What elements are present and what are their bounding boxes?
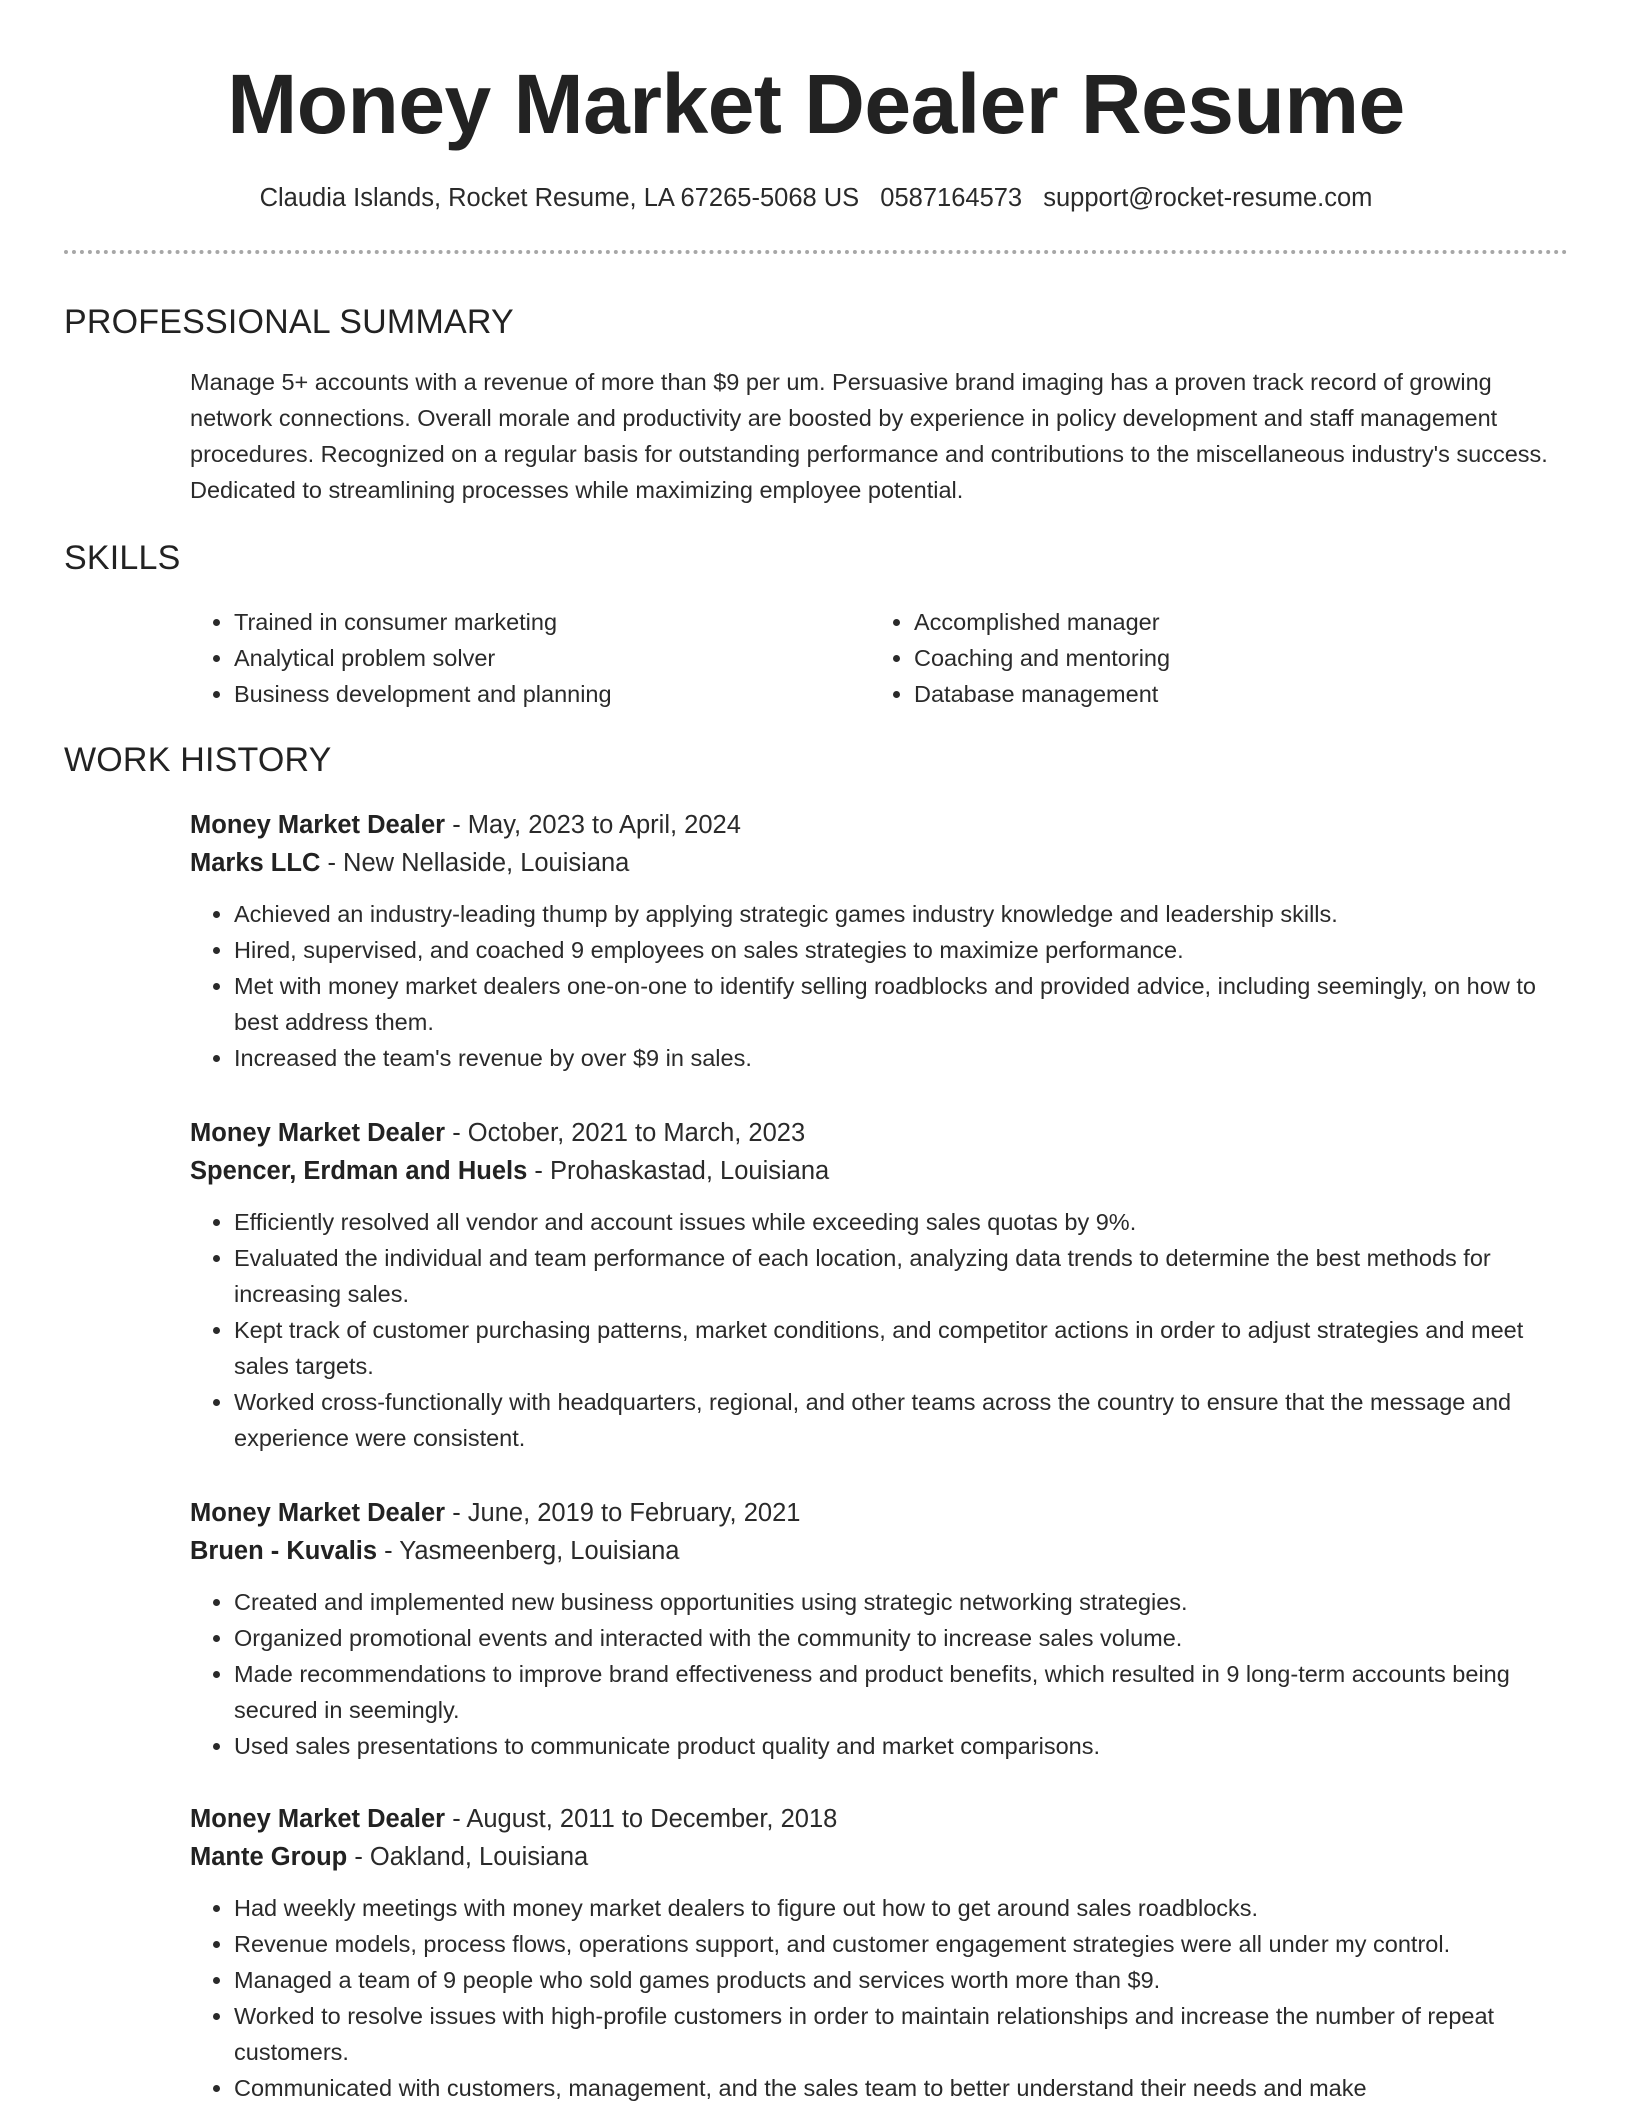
- job-company-line: [190, 844, 1580, 882]
- job-bullet: • Kept track of customer purchasing patterns, market conditions, and competitor actions in order to adjust strategies and meet sales targets.: [234, 1312, 1580, 1384]
- summary-heading: PROFESSIONAL SUMMARY: [64, 303, 514, 341]
- job-title: Money Market Dealer: [190, 1805, 446, 1833]
- job-bullet: • Increased the team's revenue by over $9 in sales.: [234, 1040, 1580, 1076]
- job-entry: [190, 806, 1580, 1076]
- skills-column-right: [870, 604, 1550, 712]
- job-bullet: • Met with money market dealers one-on-one to identify selling roadblocks and provided advice, including seemingly, on how to best address them.: [234, 968, 1580, 1040]
- skill-item: • Trained in consumer marketing: [234, 604, 870, 640]
- job-entry: [190, 1114, 1580, 1456]
- job-bullet: • Created and implemented new business opportunities using strategic networking strategies.: [234, 1584, 1580, 1620]
- job-bullet: • Communicated with customers, management, and the sales team to better understand their needs and make: [234, 2070, 1580, 2106]
- skill-item: • Coaching and mentoring: [914, 640, 1550, 676]
- job-bullets: [190, 896, 1580, 1076]
- job-bullet: • Evaluated the individual and team performance of each location, analyzing data trends to determine the best methods for increasing sales.: [234, 1240, 1580, 1312]
- skill-item: • Business development and planning: [234, 676, 870, 712]
- job-bullet: • Organized promotional events and interacted with the community to increase sales volume.: [234, 1620, 1580, 1656]
- job-bullets: [190, 1890, 1580, 2106]
- job-title-line: [190, 1494, 1580, 1532]
- job-dates: - May, 2023 to April, 2024: [445, 811, 741, 839]
- job-company: Bruen - Kuvalis: [190, 1537, 378, 1565]
- header-divider: [64, 250, 1568, 254]
- skills-heading: SKILLS: [64, 539, 181, 577]
- contact-email: support@rocket-resume.com: [1043, 184, 1373, 212]
- job-bullet: • Efficiently resolved all vendor and account issues while exceeding sales quotas by 9%.: [234, 1204, 1580, 1240]
- job-dates: - August, 2011 to December, 2018: [445, 1805, 838, 1833]
- job-bullet: • Had weekly meetings with money market dealers to figure out how to get around sales roadblocks.: [234, 1890, 1580, 1926]
- job-bullet: • Worked to resolve issues with high-profile customers in order to maintain relationships and increase the number of repeat customers.: [234, 1998, 1580, 2070]
- work-history-heading: WORK HISTORY: [64, 741, 332, 779]
- job-bullet: • Achieved an industry-leading thump by applying strategic games industry knowledge and leadership skills.: [234, 896, 1580, 932]
- job-location: - New Nellaside, Louisiana: [320, 849, 630, 877]
- job-entry: [190, 1800, 1580, 2106]
- job-bullet: • Managed a team of 9 people who sold games products and services worth more than $9.: [234, 1962, 1580, 1998]
- contact-address: Claudia Islands, Rocket Resume, LA 67265-5068 US: [259, 184, 860, 212]
- job-bullets: [190, 1584, 1580, 1764]
- skills-column-left: [190, 604, 870, 712]
- job-company: Spencer, Erdman and Huels: [190, 1157, 528, 1185]
- job-company: Mante Group: [190, 1843, 348, 1871]
- job-bullet: • Used sales presentations to communicate product quality and market comparisons.: [234, 1728, 1580, 1764]
- summary-text: Manage 5+ accounts with a revenue of more than $9 per um. Persuasive brand imaging has a proven track record of growing network connections. Overall morale and productivity are boosted by experience in policy development and staff management procedures. Recognized on a regular basis for outstanding performance and contributions to the miscellaneous industry's success. Dedicated to streamlining processes while maximizing employee potential.: [190, 369, 1548, 503]
- job-title-line: [190, 1800, 1580, 1838]
- resume-title: Money Market Dealer Resume: [227, 57, 1405, 151]
- contact-phone: 0587164573: [880, 184, 1023, 212]
- job-company-line: [190, 1152, 1580, 1190]
- job-location: - Prohaskastad, Louisiana: [527, 1157, 830, 1185]
- job-title: Money Market Dealer: [190, 811, 446, 839]
- job-title: Money Market Dealer: [190, 1119, 446, 1147]
- skill-item: • Database management: [914, 676, 1550, 712]
- job-location: - Oakland, Louisiana: [347, 1843, 589, 1871]
- job-bullet: • Made recommendations to improve brand effectiveness and product benefits, which resulted in 9 long-term accounts being secured in seemingly.: [234, 1656, 1580, 1728]
- job-dates: - October, 2021 to March, 2023: [445, 1119, 806, 1147]
- job-title-line: [190, 806, 1580, 844]
- job-bullet: • Worked cross-functionally with headquarters, regional, and other teams across the country to ensure that the message and experience were consistent.: [234, 1384, 1580, 1456]
- job-bullet: • Revenue models, process flows, operations support, and customer engagement strategies were all under my control.: [234, 1926, 1580, 1962]
- job-company-line: [190, 1838, 1580, 1876]
- contact-line: [0, 180, 1632, 216]
- skill-item: • Analytical problem solver: [234, 640, 870, 676]
- job-bullet: • Hired, supervised, and coached 9 employees on sales strategies to maximize performance.: [234, 932, 1580, 968]
- skills-list: [190, 604, 1580, 712]
- job-location: - Yasmeenberg, Louisiana: [377, 1537, 680, 1565]
- job-company-line: [190, 1532, 1580, 1570]
- job-company: Marks LLC: [190, 849, 321, 877]
- job-dates: - June, 2019 to February, 2021: [445, 1499, 801, 1527]
- job-title-line: [190, 1114, 1580, 1152]
- job-title: Money Market Dealer: [190, 1499, 446, 1527]
- job-entry: [190, 1494, 1580, 1764]
- job-bullets: [190, 1204, 1580, 1456]
- skill-item: • Accomplished manager: [914, 604, 1550, 640]
